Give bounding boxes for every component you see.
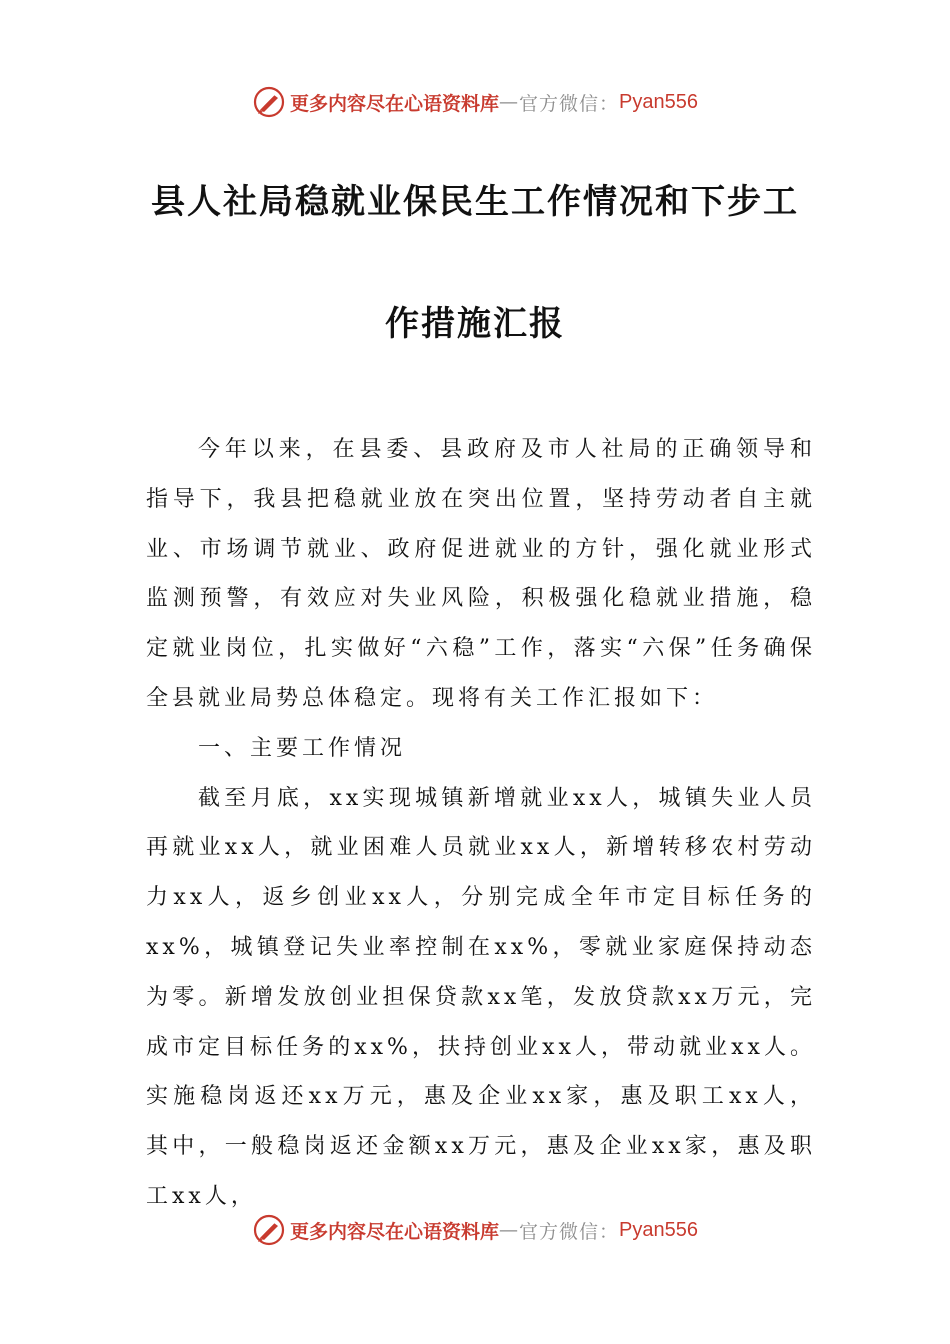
watermark-banner-top	[0, 82, 950, 122]
watermark-wechat-label: 官方微信：	[519, 1220, 620, 1243]
document-title-line-2: 作措施汇报	[385, 304, 565, 344]
watermark-wechat-id: Pyan556	[619, 1218, 698, 1241]
paragraph-statistics: 截至月底，xx实现城镇新增就业xx人，城镇失业人员再就业xx人，就业困难人员就业xx人，新增转移农村劳动力xx人，返乡创业xx人，分别完成全年市定目标任务的xx%，城镇登记失业率控制在xx%，零就业家庭保持动态为零。新增发放创业担保贷款xx笔，发放贷款xx万元，完成市定目标任务的xx%，扶持创业xx人，带动就业xx人。实施稳岗返还xx万元，惠及企业xx家，惠及职工xx人，其中，一般稳岗返还金额xx万元，惠及企业xx家，惠及职工xx人，	[146, 785, 816, 1209]
watermark-banner-bottom	[0, 1210, 950, 1250]
watermark-site-text: 更多内容尽在心语资料库	[290, 92, 500, 115]
document-title-line-1: 县人社局稳就业保民生工作情况和下步工	[151, 182, 799, 222]
pen-logo-icon	[252, 1213, 286, 1247]
watermark-separator: —	[499, 1219, 520, 1241]
paragraph-intro: 今年以来，在县委、县政府及市人社局的正确领导和指导下，我县把稳就业放在突出位置，坚持劳动者自主就业、市场调节就业、政府促进就业的方针，强化就业形式监测预警，有效应对失业风险，积极强化稳就业措施，稳定就业岗位，扎实做好“六稳”工作，落实“六保”任务确保全县就业局势总体稳定。现将有关工作汇报如下：	[146, 437, 816, 711]
pen-logo-icon	[252, 85, 286, 119]
watermark-site-text: 更多内容尽在心语资料库	[290, 1220, 500, 1243]
watermark-separator: —	[499, 91, 520, 113]
section-heading: 一、主要工作情况	[198, 735, 407, 761]
watermark-wechat-id: Pyan556	[619, 90, 698, 113]
watermark-wechat-label: 官方微信：	[519, 92, 620, 115]
document-body	[146, 425, 816, 1222]
